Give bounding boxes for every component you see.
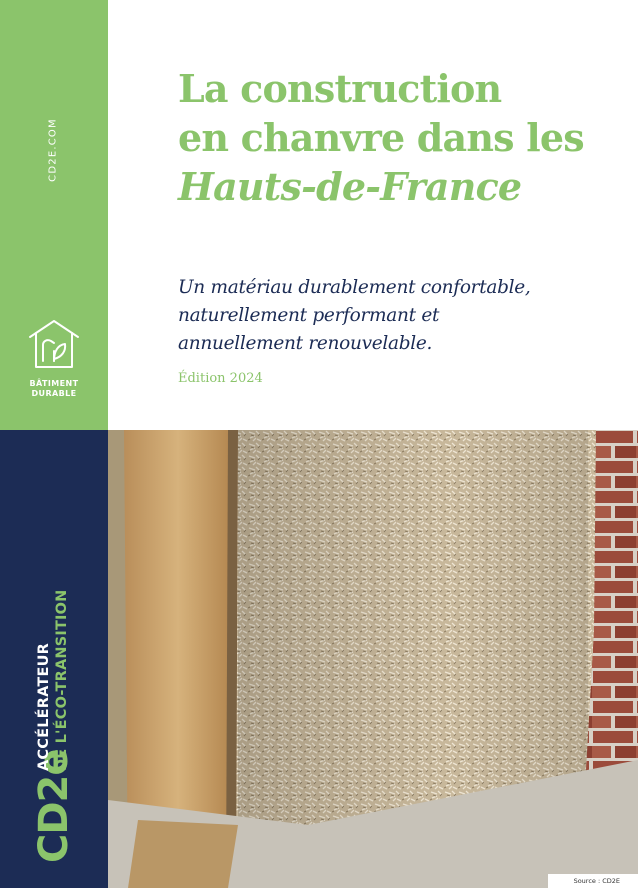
website-url: CD2E.COM	[47, 118, 59, 182]
photo-illustration	[108, 430, 638, 888]
page-title	[178, 64, 584, 211]
brand-tagline-line2: DE L'ÉCO-TRANSITION	[54, 589, 70, 771]
brand-block	[0, 560, 108, 863]
title-line3: Hauts-de-France	[178, 164, 522, 209]
title-line2: en chanvre dans les	[178, 115, 584, 160]
badge-label-line1: BÂTIMENT	[29, 379, 79, 388]
badge-label-line2: DURABLE	[31, 389, 77, 398]
brand-tagline-line1: ACCÉLÉRATEUR	[36, 643, 52, 771]
subtitle-line2: naturellement performant et	[178, 305, 440, 326]
house-leaf-icon	[27, 317, 81, 371]
subtitle-line1: Un matériau durablement confortable,	[178, 277, 531, 298]
edition-label: Édition 2024	[178, 371, 263, 386]
subtitle	[178, 274, 530, 358]
hemp-wall-photo	[108, 430, 638, 888]
title-line1: La construction	[178, 66, 502, 111]
photo-credit: Source : CD2E	[548, 874, 638, 888]
cd2e-logo: CD2e	[31, 749, 77, 863]
subtitle-line3: annuellement renouvelable.	[178, 333, 433, 354]
